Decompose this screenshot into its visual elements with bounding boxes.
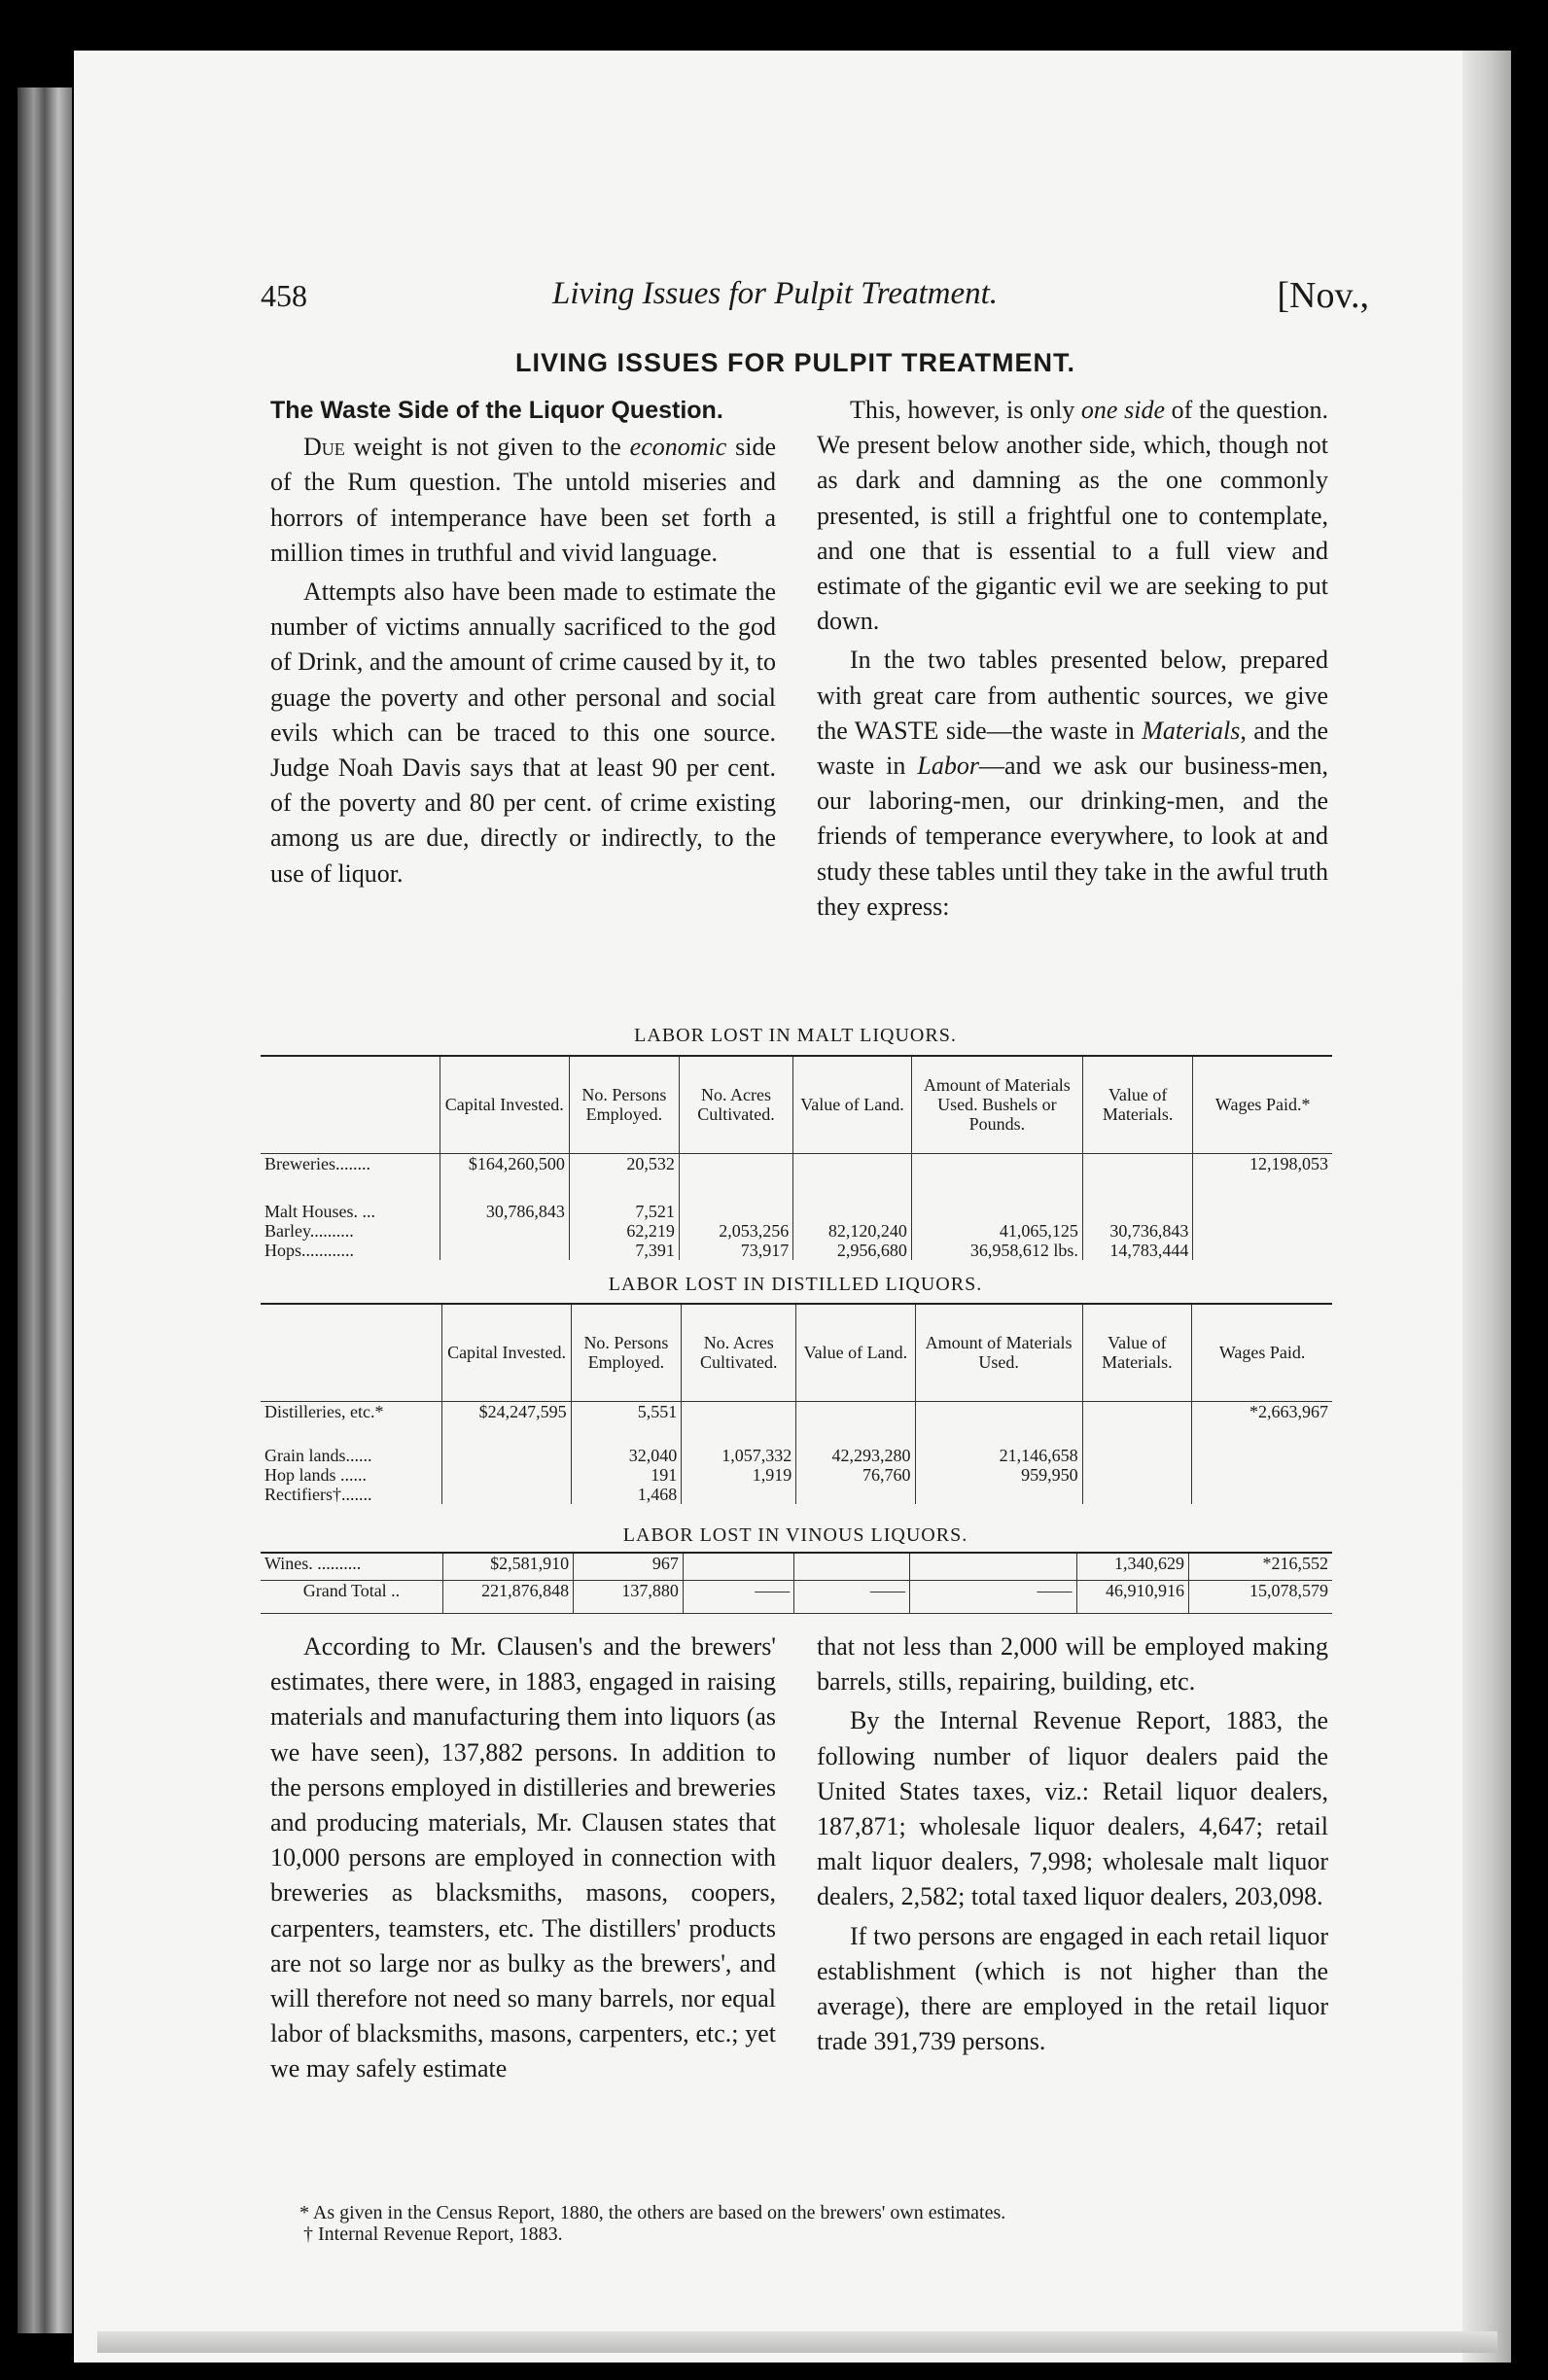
table-cell: 1,468 [571, 1485, 682, 1504]
table-cell: 42,293,280 [796, 1446, 915, 1465]
row-label: Malt Houses. ... [264, 1202, 375, 1221]
malt-liquors-table [261, 1055, 1332, 1260]
table-cell: 221,876,848 [442, 1580, 573, 1613]
issue-month: [Nov., [1277, 275, 1369, 316]
column-header: Capital Invested. [442, 1304, 571, 1401]
footnote: † Internal Revenue Report, 1883. [303, 2223, 563, 2245]
table-cell: 1,057,332 [682, 1446, 796, 1465]
table-cell [1082, 1202, 1193, 1221]
row-label: Rectifiers†....... [264, 1485, 372, 1504]
table-cell [915, 1485, 1082, 1504]
table-cell [1192, 1485, 1332, 1504]
page-number: 458 [261, 278, 307, 313]
table-cell [1192, 1446, 1332, 1465]
column-2 [817, 393, 1328, 925]
table-cell: $164,260,500 [440, 1153, 569, 1202]
table-row [261, 1241, 1332, 1260]
table-cell: 1,919 [682, 1465, 796, 1485]
table-cell [915, 1401, 1082, 1446]
table-cell: 20,532 [569, 1153, 679, 1202]
table-cell [911, 1202, 1082, 1221]
paragraph: In the two tables presented below, prepared with great care from authentic sources, we give the WASTE side—the waste in Materials, and the waste in Labor—and we ask our business-men, our laboring-men, our drinking-men, and the friends of temperance everywhere, to look at and study these tables until they take in the awful truth they express: [817, 646, 1329, 921]
table-cell [1193, 1241, 1332, 1260]
table-cell [1082, 1446, 1192, 1465]
table-cell: 191 [571, 1465, 682, 1485]
row-label: Hops............ [264, 1241, 355, 1260]
table-cell: 137,880 [574, 1580, 684, 1613]
table-cell [1192, 1465, 1332, 1485]
table-cell [794, 1553, 910, 1580]
column-header: Amount of Materials Used. Bushels or Pounds. [911, 1056, 1082, 1153]
table-cell: 82,120,240 [793, 1221, 912, 1241]
column-header: Value of Land. [793, 1056, 912, 1153]
column-header: Value of Materials. [1082, 1304, 1192, 1401]
table-row [261, 1221, 1332, 1241]
table-cell: 1,340,629 [1076, 1553, 1188, 1580]
table-cell: —— [910, 1580, 1076, 1613]
table-row [261, 1465, 1332, 1485]
table-cell [1082, 1401, 1192, 1446]
table-cell [442, 1465, 571, 1485]
table-cell: —— [794, 1580, 910, 1613]
table-cell: 76,760 [796, 1465, 915, 1485]
book-spine [18, 88, 72, 2333]
table-cell [911, 1153, 1082, 1202]
page-edge-right [1462, 51, 1511, 2362]
table-row [261, 1553, 1332, 1580]
table-row [261, 1202, 1332, 1221]
row-label: Barley.......... [264, 1221, 354, 1241]
column-header: Amount of Materials Used. [915, 1304, 1082, 1401]
table-cell: 7,521 [569, 1202, 679, 1221]
table-cell [442, 1485, 571, 1504]
row-label: Grand Total .. [302, 1580, 401, 1600]
vinous-table-title: LABOR LOST IN VINOUS LIQUORS. [622, 1524, 968, 1546]
row-label: Distilleries, etc.* [264, 1401, 384, 1421]
column-header: Value of Materials. [1082, 1056, 1193, 1153]
column-header: No. Persons Employed. [569, 1056, 679, 1153]
column-header: Value of Land. [796, 1304, 915, 1401]
table-cell [910, 1553, 1076, 1580]
table-cell: 30,786,843 [440, 1202, 569, 1221]
stub-header [261, 1056, 440, 1153]
table-cell: 32,040 [571, 1446, 682, 1465]
table-cell [1082, 1485, 1192, 1504]
column-header: Capital Invested. [440, 1056, 569, 1153]
column-1 [270, 393, 776, 892]
row-label: Wines. .......... [264, 1554, 362, 1573]
table-cell: *216,552 [1188, 1553, 1332, 1580]
column-header: No. Acres Cultivated. [679, 1056, 792, 1153]
paragraph: According to Mr. Clausen's and the brewers' estimates, there were, in 1883, engaged in raising materials and manufacturing them into liquors (as we have seen), 137,882 persons. In addition to the persons employed in distilleries and breweries and producing materials, Mr. Clausen states that 10,000 persons are employed in connection with breweries as blacksmiths, masons, coopers, carpenters, teamsters, etc. The distillers' products are not so large nor as bulky as the brewers', and will therefore not need so many barrels, nor equal labor of blacksmiths, masons, carpenters, etc.; yet we may safely estimate [270, 1632, 776, 2083]
column-header: No. Acres Cultivated. [682, 1304, 796, 1401]
column-3 [270, 1629, 776, 2087]
distilled-liquors-table [261, 1303, 1332, 1504]
table-cell: —— [683, 1580, 793, 1613]
table-cell: 36,958,612 lbs. [911, 1241, 1082, 1260]
table-cell [793, 1202, 912, 1221]
table-cell [796, 1401, 915, 1446]
vinous-liquors-table [261, 1552, 1332, 1614]
column-4 [817, 1629, 1328, 2059]
table-cell [683, 1553, 793, 1580]
paragraph: Due weight is not given to the economic side of the Rum question. The untold miseries and horrors of intemperance have been set forth a million times in truthful and vivid language. [270, 433, 776, 567]
table-cell: 12,198,053 [1193, 1153, 1332, 1202]
table-cell: 15,078,579 [1188, 1580, 1332, 1613]
table-cell: 30,736,843 [1082, 1221, 1193, 1241]
table-cell [442, 1446, 571, 1465]
paragraph: If two persons are engaged in each retail liquor establishment (which is not higher than the average), there are employed in the retail liquor trade 391,739 persons. [817, 1921, 1328, 2056]
table-cell: 21,146,658 [915, 1446, 1082, 1465]
footnote: * As given in the Census Report, 1880, the others are based on the brewers' own estimates. [299, 2202, 1006, 2223]
distilled-table-title: LABOR LOST IN DISTILLED LIQUORS. [608, 1274, 983, 1295]
table-cell [679, 1153, 792, 1202]
table-cell: 2,053,256 [679, 1221, 792, 1241]
running-title: Living Issues for Pulpit Treatment. [552, 276, 999, 311]
malt-table-title: LABOR LOST IN MALT LIQUORS. [634, 1025, 957, 1046]
table-row [261, 1401, 1332, 1446]
paragraph: This, however, is only one side of the question. We present below another side, which, though not as dark and damning as the one commonly presented, is still a frightful one to contemplate, and one that is essential to a full view and estimate of the gigantic evil we are seeking to put down. [817, 396, 1329, 636]
table-row [261, 1446, 1332, 1465]
main-title: LIVING ISSUES FOR PULPIT TREATMENT. [514, 348, 1076, 377]
table-cell: 73,917 [679, 1241, 792, 1260]
table-cell: 14,783,444 [1082, 1241, 1193, 1260]
row-label: Breweries........ [264, 1153, 370, 1173]
table-cell [682, 1401, 796, 1446]
table-cell [440, 1221, 569, 1241]
page-edge-bottom [97, 2331, 1497, 2353]
table-cell: 967 [574, 1553, 684, 1580]
stub-header [261, 1304, 442, 1401]
table-row [261, 1485, 1332, 1504]
section-title: The Waste Side of the Liquor Question. [270, 397, 723, 424]
table-cell: $24,247,595 [442, 1401, 571, 1446]
table-cell: 46,910,916 [1076, 1580, 1188, 1613]
paragraph: that not less than 2,000 will be employed making barrels, stills, repairing, building, etc. [817, 1632, 1328, 1697]
table-row [261, 1580, 1332, 1613]
table-cell [796, 1485, 915, 1504]
table-cell [440, 1241, 569, 1260]
table-cell: 5,551 [571, 1401, 682, 1446]
table-cell [793, 1153, 912, 1202]
column-header: Wages Paid.* [1193, 1056, 1332, 1153]
table-row [261, 1153, 1332, 1202]
page-header [261, 272, 1369, 321]
paragraph: Attempts also have been made to estimate the number of victims annually sacrificed to the god of Drink, and the amount of crime caused by it, to guage the poverty and other personal and social evils which can be traced to this one source. Judge Noah Davis says that at least 90 per cent. of the poverty and 80 per cent. of crime existing among us are due, directly or indirectly, to the use of liquor. [270, 578, 776, 888]
table-cell: 959,950 [915, 1465, 1082, 1485]
table-cell [679, 1202, 792, 1221]
table-cell [1193, 1221, 1332, 1241]
table-cell [1193, 1202, 1332, 1221]
row-label: Hop lands ...... [264, 1465, 367, 1485]
table-cell: 62,219 [569, 1221, 679, 1241]
paragraph: By the Internal Revenue Report, 1883, the following number of liquor dealers paid the United States taxes, viz.: Retail liquor dealers, 187,871; wholesale liquor dealers, 4,647; retail malt liquor dealers, 7,998; wholesale malt liquor dealers, 2,582; total taxed liquor dealers, 203,098. [817, 1706, 1328, 1911]
column-header: Wages Paid. [1192, 1304, 1332, 1401]
row-label: Grain lands...... [264, 1446, 372, 1465]
table-cell: 41,065,125 [911, 1221, 1082, 1241]
table-cell [682, 1485, 796, 1504]
table-cell: 2,956,680 [793, 1241, 912, 1260]
table-cell: $2,581,910 [442, 1553, 573, 1580]
table-cell: *2,663,967 [1192, 1401, 1332, 1446]
column-header: No. Persons Employed. [571, 1304, 682, 1401]
table-cell [1082, 1153, 1193, 1202]
table-cell [1082, 1465, 1192, 1485]
table-cell: 7,391 [569, 1241, 679, 1260]
footnotes [299, 2202, 1005, 2245]
